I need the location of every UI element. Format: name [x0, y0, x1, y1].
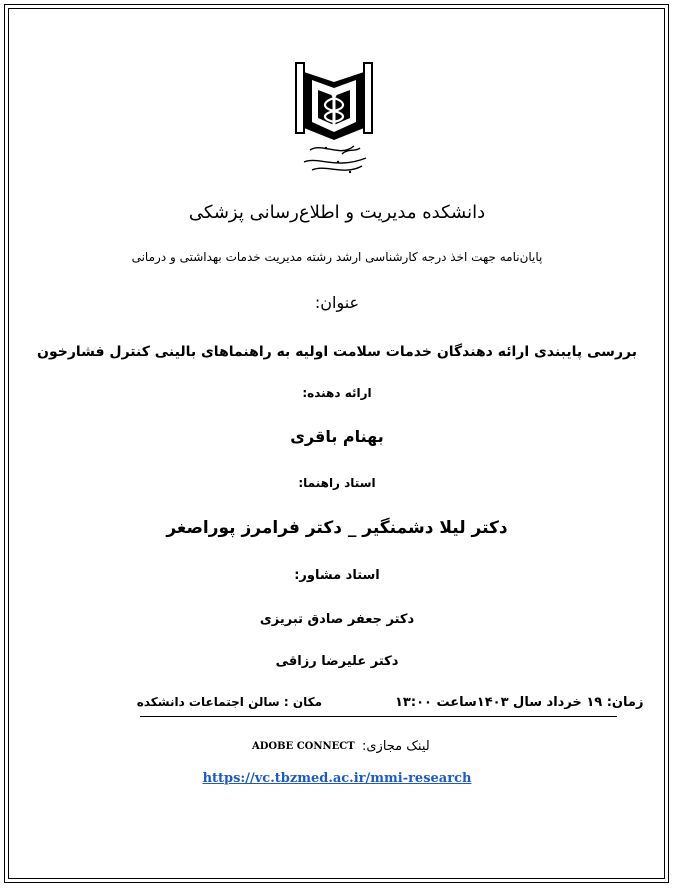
- thesis-title: بررسی پایبندی ارائه دهندگان خدمات سلامت اولیه به راهنماهای بالینی کنترل فشارخون: [37, 344, 637, 360]
- presenter-name: بهنام باقری: [290, 427, 384, 446]
- faculty-name: دانشکده مدیریت و اطلاع‌رسانی پزشکی: [188, 202, 486, 223]
- supervisor-label: استاد راهنما:: [298, 476, 376, 490]
- title-label: عنوان:: [314, 293, 360, 312]
- online-link-label: لینک مجازی:: [362, 739, 430, 754]
- session-underline: [140, 716, 617, 717]
- platform-name: ADOBE CONNECT: [252, 741, 355, 752]
- presenter-label: ارائه دهنده:: [302, 386, 372, 400]
- session-place: مکان : سالن اجتماعات دانشکده: [136, 695, 322, 709]
- advisor-name: دکتر علیرضا رزاقی: [275, 654, 399, 669]
- session-time: زمان: ۱۹ خرداد سال ۱۴۰۳ساعت ۱۳:۰۰: [395, 695, 644, 710]
- degree-statement: پایان‌نامه جهت اخذ درجه کارشناسی ارشد رشته مدیریت خدمات بهداشتی و درمانی: [131, 250, 543, 264]
- supervisor-names: دکتر لیلا دشمنگیر _ دکتر فرامرز پوراصغر: [166, 518, 508, 538]
- meeting-link[interactable]: https://vc.tbzmed.ac.ir/mmi-research: [202, 771, 472, 786]
- advisor-label: استاد مشاور:: [294, 568, 380, 583]
- university-logo: [282, 58, 386, 186]
- advisor-name: دکتر جعفر صادق تبریزی: [259, 612, 415, 627]
